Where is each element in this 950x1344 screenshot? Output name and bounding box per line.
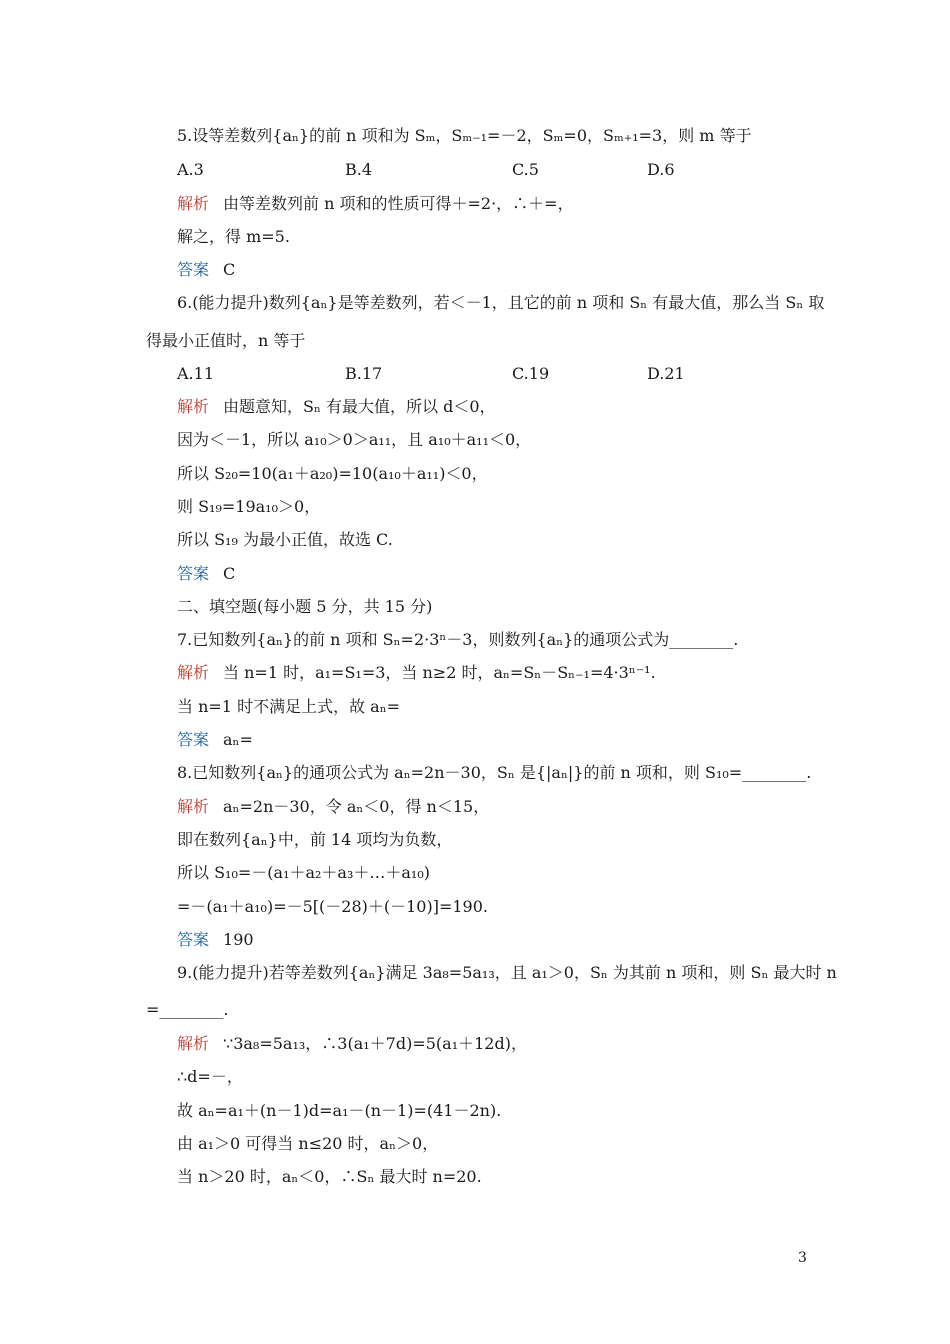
q6-answer: 答案 C: [177, 564, 236, 583]
q7-solution-line-2: 当 n=1 时不满足上式，故 aₙ=: [177, 697, 401, 716]
section-heading: 二、填空题(每小题 5 分，共 15 分): [177, 597, 433, 616]
q5-solution-line-1: 解析 由等差数列前 n 项和的性质可得＋=2·，∴＋=，: [177, 194, 574, 213]
q6-solution-line-4: 则 S₁₉=19a₁₀＞0，: [177, 497, 321, 516]
q5-stem: 5.设等差数列{aₙ}的前 n 项和为 Sₘ，Sₘ₋₁=－2，Sₘ=0，Sₘ₊₁=3，则 m 等于: [177, 126, 752, 145]
q6-option-a: A.11: [177, 364, 214, 383]
q6-stem-line-2: 得最小正值时，n 等于: [146, 331, 306, 350]
q5-solution-line-2: 解之，得 m=5.: [177, 227, 290, 246]
q8-solution-line-1: 解析 aₙ=2n－30，令 aₙ＜0，得 n＜15，: [177, 797, 490, 816]
q8-solution-line-3: 所以 S₁₀=－(a₁＋a₂＋a₃＋…＋a₁₀): [177, 863, 430, 882]
answer-label: 答案: [177, 730, 210, 749]
answer-label: 答案: [177, 564, 210, 583]
q9-solution-line-1: 解析 ∵3a₈=5a₁₃，∴3(a₁＋7d)=5(a₁＋12d)，: [177, 1034, 527, 1053]
q6-option-c: C.19: [512, 364, 550, 383]
q9-stem-line-2: =________.: [146, 1000, 229, 1019]
q6-solution-line-1: 解析 由题意知，Sₙ 有最大值，所以 d＜0，: [177, 397, 496, 416]
q5-option-b: B.4: [345, 160, 373, 179]
solution-label: 解析: [177, 1034, 210, 1053]
page-number: 3: [798, 1250, 807, 1266]
q5-option-c: C.5: [512, 160, 539, 179]
q9-stem-line-1: 9.(能力提升)若等差数列{aₙ}满足 3a₈=5a₁₃，且 a₁＞0，Sₙ 为其前 n 项和，则 Sₙ 最大时 n: [177, 963, 837, 982]
q9-solution-line-5: 当 n＞20 时，aₙ＜0，∴Sₙ 最大时 n=20.: [177, 1167, 482, 1186]
q6-solution-line-2: 因为＜－1，所以 a₁₀＞0＞a₁₁，且 a₁₀＋a₁₁＜0，: [177, 430, 532, 449]
q5-option-d: D.6: [647, 160, 675, 179]
solution-label: 解析: [177, 397, 210, 416]
q8-solution-line-4: =－(a₁＋a₁₀)=－5[(－28)＋(－10)]=190.: [177, 897, 489, 916]
q7-answer: 答案 aₙ=: [177, 730, 253, 749]
q7-stem: 7.已知数列{aₙ}的前 n 项和 Sₙ=2·3ⁿ－3，则数列{aₙ}的通项公式为________.: [177, 630, 739, 649]
q6-stem-line-1: 6.(能力提升)数列{aₙ}是等差数列，若＜－1，且它的前 n 项和 Sₙ 有最大值，那么当 Sₙ 取: [177, 293, 825, 312]
q5-answer: 答案 C: [177, 260, 236, 279]
q8-solution-line-2: 即在数列{aₙ}中，前 14 项均为负数，: [177, 830, 453, 849]
solution-label: 解析: [177, 663, 210, 682]
q8-answer: 答案 190: [177, 930, 254, 949]
q6-option-b: B.17: [345, 364, 383, 383]
q5-option-a: A.3: [177, 160, 204, 179]
q6-solution-line-5: 所以 S₁₉ 为最小正值，故选 C.: [177, 530, 393, 549]
q9-solution-line-3: 故 aₙ=a₁＋(n－1)d=a₁－(n－1)=(41－2n).: [177, 1101, 502, 1120]
q6-option-d: D.21: [647, 364, 685, 383]
q9-solution-line-2: ∴d=－，: [177, 1067, 243, 1086]
solution-label: 解析: [177, 194, 210, 213]
q8-stem: 8.已知数列{aₙ}的通项公式为 aₙ=2n－30，Sₙ 是{|aₙ|}的前 n 项和，则 S₁₀=________.: [177, 763, 812, 782]
q9-solution-line-4: 由 a₁＞0 可得当 n≤20 时，aₙ＞0，: [177, 1134, 439, 1153]
q6-solution-line-3: 所以 S₂₀=10(a₁＋a₂₀)=10(a₁₀＋a₁₁)＜0，: [177, 464, 488, 483]
answer-label: 答案: [177, 260, 210, 279]
q7-solution-line-1: 解析 当 n=1 时，a₁=S₁=3，当 n≥2 时，aₙ=Sₙ－Sₙ₋₁=4·3ⁿ⁻¹.: [177, 663, 656, 682]
solution-label: 解析: [177, 797, 210, 816]
answer-label: 答案: [177, 930, 210, 949]
